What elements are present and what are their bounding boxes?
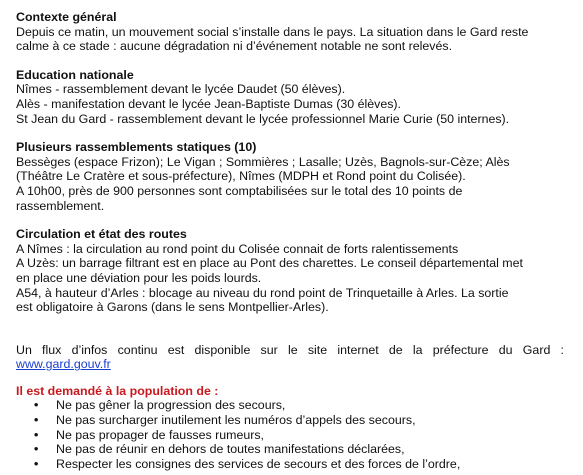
section-population — [16, 384, 564, 472]
list-item — [34, 413, 564, 428]
education-place: Nîmes - — [16, 82, 63, 97]
contexte-line-1: Depuis ce matin, un mouvement social s’installe dans le pays. La situation dans le Gard reste — [16, 24, 529, 39]
section-statiques — [16, 140, 564, 213]
education-place: Alès - — [16, 96, 52, 111]
section-education — [16, 68, 564, 126]
population-heading: Il est demandé à la population de : — [16, 383, 219, 398]
list-item-text: Ne pas de réunir en dehors de toutes manifestations déclarées, — [56, 442, 405, 457]
circulation-line-3: en place une déviation pour les poids lourds. — [16, 270, 262, 285]
flux-line: Un flux d’infos continu est disponible sur le site internet de la préfecture du Gard : — [16, 342, 564, 357]
education-item-st-jean — [16, 112, 564, 127]
list-item — [34, 442, 564, 457]
contexte-line-2: calme à ce stade : aucune dégradation ni d’événement notable ne sont relevés. — [16, 39, 453, 54]
education-text: manifestation devant le lycée Jean-Baptiste Dumas (30 élèves). — [51, 96, 401, 111]
list-item-text: Respecter les consignes des services de secours et des forces de l’ordre, — [56, 456, 461, 471]
bullet-icon: • — [34, 398, 39, 413]
education-item-nimes — [16, 82, 564, 97]
education-place: St Jean du Gard - — [16, 111, 118, 126]
bullet-icon: • — [34, 427, 39, 442]
document-body — [16, 10, 564, 471]
population-instructions-list — [16, 398, 564, 471]
statiques-line-3: A 10h00, près de 900 personnes sont comptabilisées sur le total des 10 points de — [16, 183, 463, 198]
statiques-line-2: (Théâtre Le Cratère et sous-préfecture), Nîmes (MDPH et Rond point du Colisée). — [16, 169, 466, 184]
statiques-line-1: Bessèges (espace Frizon); Le Vigan ; Sommières ; Lasalle; Uzès, Bagnols-sur-Cèze; Alès — [16, 154, 510, 169]
list-item — [34, 398, 564, 413]
statiques-heading: Plusieurs rassemblements statiques (10) — [16, 140, 257, 155]
prefecture-website-link[interactable]: www.gard.gouv.fr — [16, 357, 111, 372]
circulation-heading: Circulation et état des routes — [16, 227, 187, 242]
circulation-line-5: est obligatoire à Garons (dans le sens Montpellier-Arles). — [16, 300, 329, 315]
bullet-icon: • — [34, 442, 39, 457]
circulation-line-1: A Nîmes : la circulation au rond point du Colisée connait de forts ralentissements — [16, 241, 459, 256]
list-item-text: Ne pas propager de fausses rumeurs, — [56, 427, 264, 442]
list-item-text: Ne pas surcharger inutilement les numéros d’appels des secours, — [56, 413, 416, 428]
education-text: rassemblement devant le lycée Daudet (50 élèves). — [62, 82, 346, 97]
education-heading: Education nationale — [16, 67, 134, 82]
section-flux — [16, 343, 564, 372]
statiques-line-4: rassemblement. — [16, 198, 105, 213]
list-item-text: Ne pas gêner la progression des secours, — [56, 398, 286, 413]
education-text: rassemblement devant le lycée professionnel Marie Curie (50 internes). — [117, 111, 510, 126]
circulation-line-2: A Uzès: un barrage filtrant est en place au Pont des charettes. Le conseil départemental met — [16, 256, 523, 271]
education-item-ales — [16, 97, 564, 112]
list-item — [34, 428, 564, 443]
bullet-icon: • — [34, 413, 39, 428]
section-contexte — [16, 10, 564, 54]
contexte-heading: Contexte général — [16, 10, 117, 24]
list-item — [34, 457, 564, 472]
bullet-icon: • — [34, 456, 39, 471]
circulation-line-4: A54, à hauteur d’Arles : blocage au niveau du rond point de Trinquetaille à Arles. La sortie — [16, 285, 509, 300]
section-circulation — [16, 227, 564, 315]
